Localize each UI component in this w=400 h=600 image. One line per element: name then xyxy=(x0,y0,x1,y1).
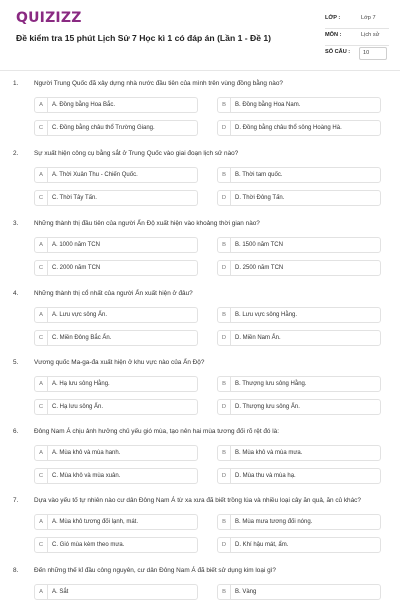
option-b[interactable] xyxy=(217,376,381,392)
option-letter: A xyxy=(35,446,48,460)
option-d[interactable] xyxy=(217,120,381,136)
option-letter: D xyxy=(218,538,231,552)
meta-row-class xyxy=(325,12,389,29)
option-letter: C xyxy=(35,400,48,414)
question-text: Dựa vào yếu tố tự nhiên nào cư dân Đông Nam Á từ xa xưa đã biết trồng lúa và nhiều loại cây ăn quả, ăn củ khác? xyxy=(34,497,361,504)
question-count-box xyxy=(359,47,387,60)
option-c[interactable] xyxy=(34,399,198,415)
option-text: D. 2500 năm TCN xyxy=(235,265,284,271)
option-c[interactable] xyxy=(34,330,198,346)
option-letter: B xyxy=(218,515,231,529)
meta-row-subject xyxy=(325,29,389,46)
option-d[interactable] xyxy=(217,190,381,206)
option-d[interactable] xyxy=(217,330,381,346)
option-letter: A xyxy=(35,238,48,252)
meta-label: MÔN : xyxy=(325,32,342,38)
option-letter: C xyxy=(35,469,48,483)
question-text: Đến những thế kỉ đầu công nguyên, cư dân Đông Nam Á đã biết sử dụng kim loại gì? xyxy=(34,567,276,574)
option-text: A. Mùa khô tương đối lạnh, mát. xyxy=(52,519,138,525)
option-b[interactable] xyxy=(217,584,381,600)
option-d[interactable] xyxy=(217,537,381,553)
option-letter: C xyxy=(35,121,48,135)
option-letter: B xyxy=(218,377,231,391)
option-letter: A xyxy=(35,585,48,599)
option-a[interactable] xyxy=(34,307,198,323)
worksheet-title: Đề kiểm tra 15 phút Lịch Sử 7 Học kì 1 có đáp án (Lần 1 - Đề 1) xyxy=(16,33,272,43)
option-b[interactable] xyxy=(217,167,381,183)
option-letter: A xyxy=(35,98,48,112)
option-d[interactable] xyxy=(217,260,381,276)
question-number: 6. xyxy=(13,428,19,435)
question-text: Những thành thị đầu tiên của người Ấn Độ xuất hiện vào khoảng thời gian nào? xyxy=(34,220,260,227)
option-letter: D xyxy=(218,400,231,414)
option-text: B. Đồng bằng Hoa Nam. xyxy=(235,102,301,108)
question-text: Đông Nam Á chịu ảnh hưởng chủ yếu gió mùa, tạo nên hai mùa tương đối rõ rệt đó là: xyxy=(34,428,280,435)
question-text: Vương quốc Ma-ga-đa xuất hiện ở khu vực nào của Ấn Độ? xyxy=(34,359,205,366)
option-text: C. Miền Đông Bắc Ấn. xyxy=(52,335,112,341)
question-number: 4. xyxy=(13,290,19,297)
option-b[interactable] xyxy=(217,445,381,461)
question-text: Người Trung Quốc đã xây dựng nhà nước đầu tiên của mình trên vùng đồng bằng nào? xyxy=(34,80,283,87)
option-a[interactable] xyxy=(34,167,198,183)
worksheet-header xyxy=(0,0,400,72)
option-letter: A xyxy=(35,168,48,182)
option-letter: A xyxy=(35,377,48,391)
question-number: 7. xyxy=(13,497,19,504)
quizizz-logo: QUIZIZZ xyxy=(16,10,82,26)
option-letter: A xyxy=(35,515,48,529)
question-text: Những thành thị cổ nhất của người Ấn xuất hiện ở đâu? xyxy=(34,290,193,297)
option-text: B. Thượng lưu sông Hằng. xyxy=(235,381,307,387)
option-letter: D xyxy=(218,191,231,205)
question-5 xyxy=(0,359,400,429)
question-number: 2. xyxy=(13,150,19,157)
option-c[interactable] xyxy=(34,190,198,206)
question-text: Sự xuất hiện công cụ bằng sắt ở Trung Quốc vào giai đoạn lịch sử nào? xyxy=(34,150,239,157)
option-text: A. Sắt xyxy=(52,589,69,595)
option-text: B. Mùa khô và mùa mưa. xyxy=(235,450,303,456)
option-letter: D xyxy=(218,121,231,135)
option-c[interactable] xyxy=(34,468,198,484)
option-a[interactable] xyxy=(34,584,198,600)
question-1 xyxy=(0,80,400,150)
option-letter: B xyxy=(218,168,231,182)
option-b[interactable] xyxy=(217,97,381,113)
option-text: C. Thời Tây Tấn. xyxy=(52,195,97,201)
meta-row-count xyxy=(325,46,389,62)
option-letter: D xyxy=(218,261,231,275)
option-text: A. 1000 năm TCN xyxy=(52,242,100,248)
option-b[interactable] xyxy=(217,514,381,530)
question-8 xyxy=(0,567,400,600)
question-6 xyxy=(0,428,400,498)
meta-value: Lớp 7 xyxy=(361,15,376,21)
option-b[interactable] xyxy=(217,237,381,253)
option-letter: C xyxy=(35,261,48,275)
option-text: B. Mùa mưa tương đối nóng. xyxy=(235,519,313,525)
option-letter: D xyxy=(218,331,231,345)
option-text: C. Hạ lưu sông Ấn. xyxy=(52,404,104,410)
option-letter: D xyxy=(218,469,231,483)
meta-value: 10 xyxy=(363,50,370,56)
meta-label: SỐ CÂU : xyxy=(325,49,351,55)
option-text: A. Lưu vực sông Ấn. xyxy=(52,312,108,318)
option-text: D. Thời Đông Tấn. xyxy=(235,195,285,201)
option-text: A. Hạ lưu sông Hằng. xyxy=(52,381,110,387)
option-c[interactable] xyxy=(34,260,198,276)
option-text: A. Thời Xuân Thu - Chiến Quốc. xyxy=(52,172,138,178)
option-text: D. Miền Nam Ấn. xyxy=(235,335,281,341)
option-text: B. Vàng xyxy=(235,589,257,595)
option-text: B. 1500 năm TCN xyxy=(235,242,283,248)
question-number: 1. xyxy=(13,80,19,87)
option-text: D. Thượng lưu sông Ấn. xyxy=(235,404,300,410)
meta-value: Lịch sử xyxy=(361,32,380,38)
option-d[interactable] xyxy=(217,399,381,415)
option-text: D. Khí hậu mát, ẩm. xyxy=(235,542,289,548)
option-a[interactable] xyxy=(34,237,198,253)
option-letter: B xyxy=(218,238,231,252)
question-number: 3. xyxy=(13,220,19,227)
option-letter: A xyxy=(35,308,48,322)
option-c[interactable] xyxy=(34,120,198,136)
option-a[interactable] xyxy=(34,97,198,113)
option-c[interactable] xyxy=(34,537,198,553)
option-letter: B xyxy=(218,585,231,599)
option-letter: B xyxy=(218,98,231,112)
header-divider xyxy=(0,70,400,71)
question-number: 8. xyxy=(13,567,19,574)
option-text: C. Đồng bằng châu thổ Trường Giang. xyxy=(52,125,155,131)
worksheet-meta xyxy=(325,12,389,62)
option-d[interactable] xyxy=(217,468,381,484)
question-4 xyxy=(0,290,400,360)
option-letter: C xyxy=(35,331,48,345)
option-a[interactable] xyxy=(34,445,198,461)
option-text: D. Đồng bằng châu thổ sông Hoàng Hà. xyxy=(235,125,342,131)
option-text: A. Mùa khô và mùa hanh. xyxy=(52,450,121,456)
question-3 xyxy=(0,220,400,290)
option-b[interactable] xyxy=(217,307,381,323)
option-letter: B xyxy=(218,446,231,460)
meta-label: LỚP : xyxy=(325,15,341,21)
option-a[interactable] xyxy=(34,376,198,392)
option-text: D. Mùa thu và mùa hạ. xyxy=(235,473,296,479)
option-letter: C xyxy=(35,191,48,205)
question-2 xyxy=(0,150,400,220)
option-text: C. Gió mùa kèm theo mưa. xyxy=(52,542,125,548)
option-letter: C xyxy=(35,538,48,552)
option-text: B. Thời tam quốc. xyxy=(235,172,283,178)
option-text: A. Đồng bằng Hoa Bắc. xyxy=(52,102,116,108)
option-text: C. 2000 năm TCN xyxy=(52,265,101,271)
question-number: 5. xyxy=(13,359,19,366)
option-a[interactable] xyxy=(34,514,198,530)
option-text: B. Lưu vực sông Hằng. xyxy=(235,312,298,318)
question-7 xyxy=(0,497,400,567)
option-text: C. Mùa khô và mùa xuân. xyxy=(52,473,121,479)
option-letter: B xyxy=(218,308,231,322)
